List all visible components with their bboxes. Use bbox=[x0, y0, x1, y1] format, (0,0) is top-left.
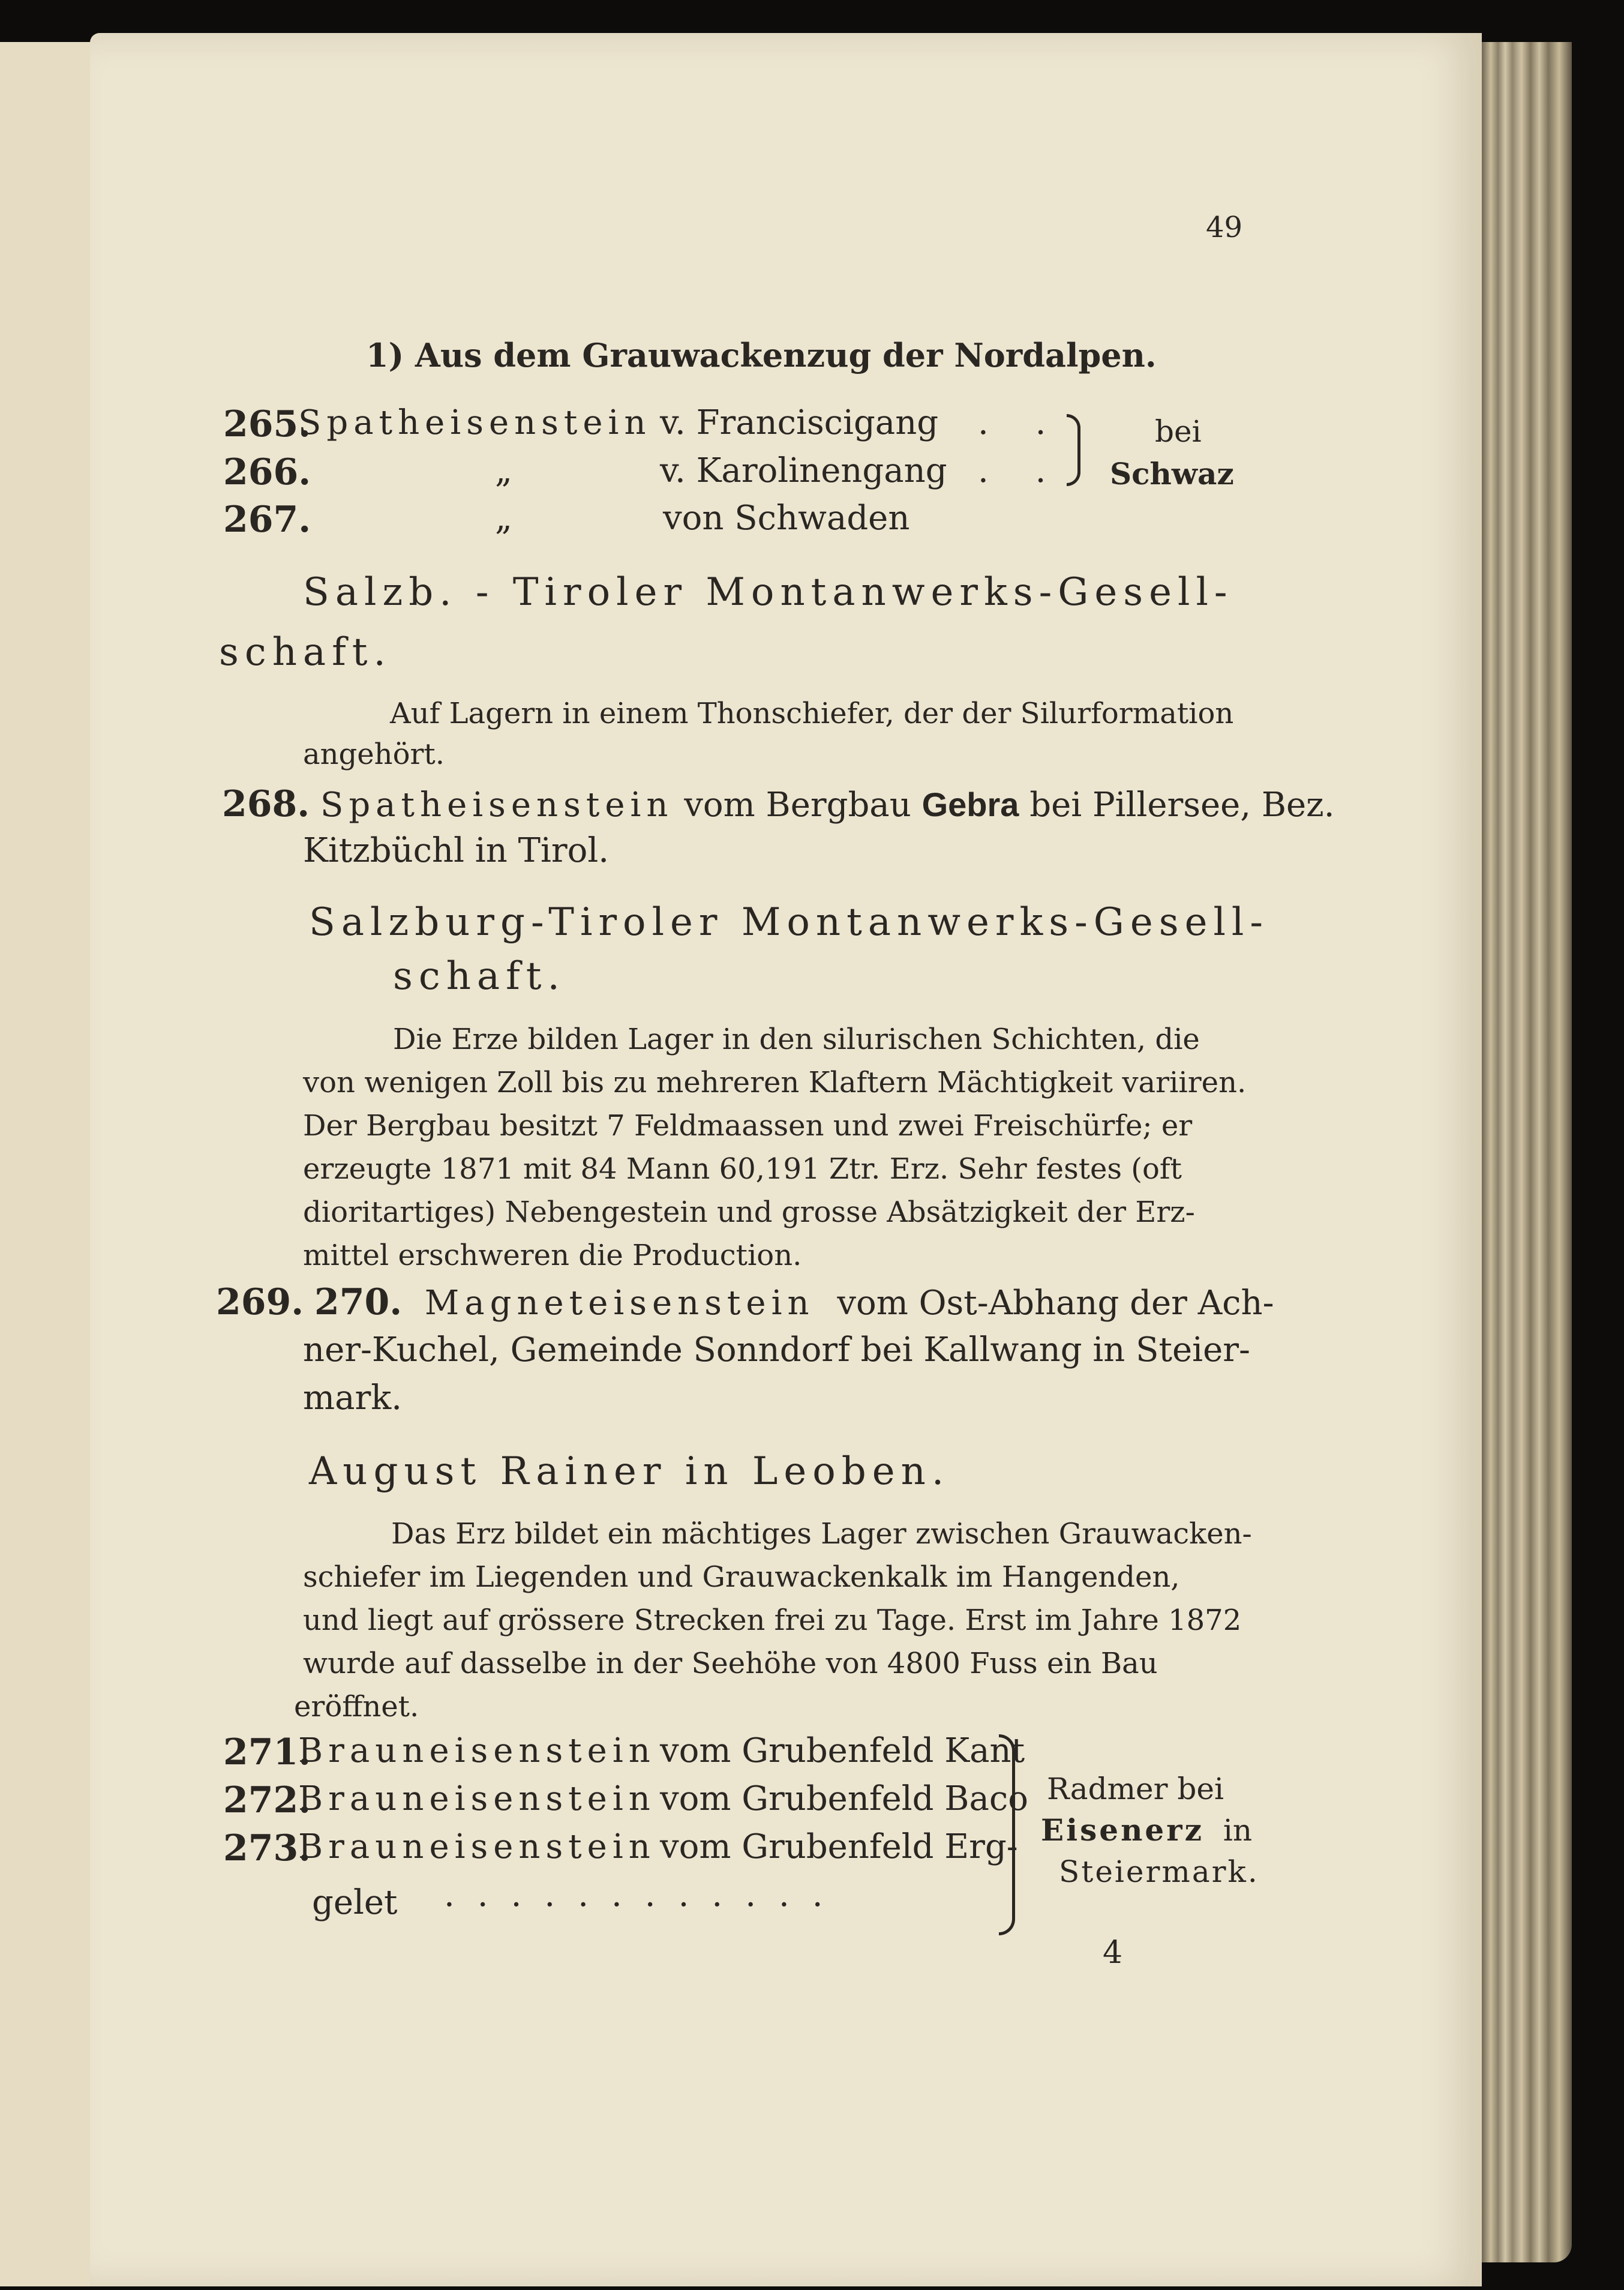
entry-number-272: 272. bbox=[223, 1779, 311, 1821]
section-title: 1) Aus dem Grauwackenzug der Nordalpen. bbox=[366, 336, 1157, 374]
company-desc-1: Auf Lagern in einem Thonschiefer, der der Silurformation bbox=[390, 697, 1234, 730]
company-desc-3-line2: schiefer im Liegenden und Grauwackenkalk im Hangenden, bbox=[303, 1560, 1180, 1594]
location-eisenerz: Eisenerz bbox=[1041, 1812, 1204, 1848]
entry-desc-268-a: vom Bergbau bbox=[684, 786, 911, 825]
page-edges bbox=[1482, 42, 1572, 2262]
company-desc-2-line1: Die Erze bilden Lager in den silurischen Schichten, die bbox=[393, 1023, 1200, 1056]
entry-268-line2: Kitzbüchl in Tirol. bbox=[303, 831, 610, 870]
entry-desc-272: vom Grubenfeld Baco bbox=[660, 1779, 1028, 1818]
location-in: in bbox=[1223, 1813, 1253, 1848]
signature-mark: 4 bbox=[1103, 1935, 1123, 1971]
company-name-3: August Rainer in Leoben. bbox=[309, 1449, 950, 1494]
location-steiermark: Steiermark. bbox=[1059, 1854, 1259, 1889]
entry-desc-269: vom Ost-Abhang der Ach- bbox=[837, 1284, 1274, 1323]
entry-dots-266: . . bbox=[978, 451, 1064, 490]
company-desc-3-line3: und liegt auf grössere Strecken frei zu Tage. Erst im Jahre 1872 bbox=[303, 1603, 1242, 1637]
company-desc-2-line6: mittel erschweren die Production. bbox=[303, 1239, 802, 1272]
entry-number-265: 265. bbox=[223, 403, 311, 445]
company-desc-2-line5: dioritartiges) Nebengestein und grosse Absätzigkeit der Erz- bbox=[303, 1195, 1195, 1229]
entry-number-269: 269. bbox=[216, 1281, 304, 1323]
company-name-2-cont: schaft. bbox=[393, 954, 566, 999]
company-desc-1-cont: angehört. bbox=[303, 738, 445, 771]
entry-number-270: 270. bbox=[314, 1281, 403, 1323]
entry-desc-265: v. Franciscigang bbox=[660, 403, 939, 442]
entry-name-265: Spatheisenstein bbox=[298, 403, 652, 442]
ditto-mark-266: „ bbox=[495, 451, 513, 490]
company-desc-2-line2: von wenigen Zoll bis zu mehreren Klaftern Mächtigkeit variiren. bbox=[303, 1066, 1247, 1099]
entry-name-271: Brauneisenstein bbox=[298, 1731, 656, 1770]
company-name-1-cont: schaft. bbox=[219, 630, 392, 675]
company-desc-3-line1: Das Erz bildet ein mächtiges Lager zwischen Grauwacken- bbox=[391, 1517, 1252, 1551]
brace-271-273 bbox=[999, 1734, 1015, 1935]
page-number: 49 bbox=[1206, 211, 1243, 244]
entry-number-271: 271. bbox=[223, 1731, 311, 1773]
entry-desc-271: vom Grubenfeld Kant bbox=[660, 1731, 1025, 1770]
entry-269-line3: mark. bbox=[303, 1378, 402, 1417]
entry-name-268: Spatheisenstein bbox=[320, 786, 674, 825]
ditto-mark-267: „ bbox=[495, 499, 513, 538]
entry-number-267: 267. bbox=[223, 499, 311, 541]
entry-number-268: 268. bbox=[222, 783, 310, 825]
left-page-edge bbox=[0, 42, 103, 2286]
location-eisenerz-line bbox=[1041, 1812, 1252, 1848]
entry-desc-266: v. Karolinengang bbox=[660, 451, 947, 490]
entry-dots-265: . . bbox=[978, 403, 1064, 442]
entry-desc-268-b: bei Pillersee, Bez. bbox=[1029, 786, 1335, 825]
company-name-1: Salzb. - Tiroler Montanwerks-Gesell- bbox=[303, 570, 1233, 615]
entry-273-dots: ............ bbox=[444, 1875, 846, 1914]
entry-268-line1 bbox=[222, 783, 1335, 825]
entry-name-273: Brauneisenstein bbox=[298, 1827, 656, 1866]
entry-number-273: 273. bbox=[223, 1827, 311, 1869]
entry-273-cont: gelet bbox=[312, 1883, 398, 1922]
company-desc-3-line4: wurde auf dasselbe in der Seehöhe von 4800 Fuss ein Bau bbox=[303, 1647, 1158, 1680]
entry-desc-273: vom Grubenfeld Erg- bbox=[660, 1827, 1018, 1866]
entry-name-272: Brauneisenstein bbox=[298, 1779, 656, 1818]
company-name-2: Salzburg-Tiroler Montanwerks-Gesell- bbox=[309, 900, 1269, 945]
location-radmer: Radmer bei bbox=[1047, 1772, 1224, 1806]
entry-269-line2: ner-Kuchel, Gemeinde Sonndorf bei Kallwang in Steier- bbox=[303, 1330, 1250, 1369]
location-schwaz: Schwaz bbox=[1110, 456, 1234, 491]
company-desc-3-line5: eröffnet. bbox=[294, 1690, 419, 1724]
company-desc-2-line4: erzeugte 1871 mit 84 Mann 60,191 Ztr. Erz. Sehr festes (oft bbox=[303, 1152, 1182, 1186]
locality-gebra: Gebra bbox=[921, 786, 1019, 823]
company-desc-2-line3: Der Bergbau besitzt 7 Feldmaassen und zwei Freischürfe; er bbox=[303, 1109, 1193, 1143]
entry-desc-267: von Schwaden bbox=[663, 499, 910, 538]
entry-269-270-line1 bbox=[216, 1281, 1274, 1323]
brace-265-266 bbox=[1067, 414, 1080, 486]
entry-name-269: Magneteisenstein bbox=[424, 1284, 815, 1323]
location-bei: bei bbox=[1155, 414, 1202, 449]
entry-number-266: 266. bbox=[223, 451, 311, 493]
